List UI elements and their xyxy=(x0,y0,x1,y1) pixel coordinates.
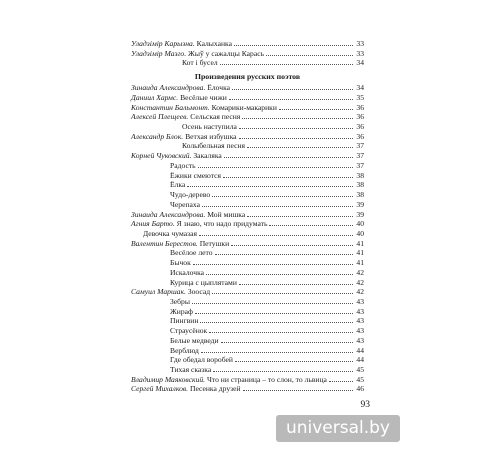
toc-title: Закаляка xyxy=(191,151,222,161)
toc-author: Владимир Маяковский. xyxy=(131,374,206,384)
leader-dots xyxy=(221,336,353,343)
section-title: Произведения русских поэтов xyxy=(194,72,301,82)
leader-dots xyxy=(220,58,353,65)
toc-author: Зинаида Александрова. xyxy=(131,209,206,219)
toc-title: Страусёнок xyxy=(170,326,208,336)
toc-author: Зинаида Александрова. xyxy=(131,83,206,93)
toc-entry xyxy=(131,278,364,288)
leader-dots xyxy=(192,297,353,304)
leader-dots xyxy=(212,287,353,294)
toc-entry xyxy=(131,112,364,122)
leader-dots xyxy=(199,229,353,236)
toc-title: Радость xyxy=(170,160,196,170)
toc-page: 36 xyxy=(356,112,364,122)
toc-title: Комарики-макарики xyxy=(209,102,277,112)
toc-entry xyxy=(131,171,364,181)
leader-dots xyxy=(232,83,353,90)
leader-dots xyxy=(229,93,353,100)
toc-title: Я знаю, что надо придумать xyxy=(174,219,268,229)
leader-dots xyxy=(195,307,353,314)
toc-title: Сельская песня xyxy=(188,112,241,122)
toc-title: Где обедал воробей xyxy=(170,355,233,365)
toc-author: Даниил Хармс. xyxy=(131,92,179,102)
leader-dots xyxy=(198,161,353,168)
toc-title: Зоосад xyxy=(185,287,211,297)
leader-dots xyxy=(231,239,353,246)
toc-title: Жираф xyxy=(170,306,193,316)
toc-title: Тихая сказка xyxy=(170,365,212,374)
watermark: universal.by xyxy=(276,415,400,442)
toc-page: 38 xyxy=(356,190,364,200)
toc-entry xyxy=(131,161,364,171)
toc-page: 44 xyxy=(356,345,364,355)
toc-page: 43 xyxy=(356,326,364,336)
toc-title: Зебры xyxy=(170,296,190,306)
toc-entry xyxy=(131,307,364,317)
toc-page: 41 xyxy=(356,238,364,248)
toc-entry xyxy=(131,132,364,142)
toc-entry xyxy=(131,384,364,394)
toc-page: 36 xyxy=(356,102,364,112)
toc-page: 41 xyxy=(356,258,364,268)
toc-author: Уладзімір Карызна. xyxy=(131,39,195,48)
toc-title: Ёлка xyxy=(170,180,186,190)
toc-page: 39 xyxy=(356,209,364,219)
toc-author: Алексей Плещеев. xyxy=(131,112,189,122)
leader-dots xyxy=(224,151,353,158)
leader-dots xyxy=(242,112,353,119)
toc-entry xyxy=(131,49,364,59)
toc-page: 42 xyxy=(356,267,364,277)
toc-title: Бычок xyxy=(170,258,191,268)
toc-title: Верблюд xyxy=(170,345,199,355)
leader-dots xyxy=(212,190,353,197)
toc-entry xyxy=(131,141,364,151)
toc-author: Корней Чуковский. xyxy=(131,151,192,161)
leader-dots xyxy=(247,210,353,217)
toc-entry xyxy=(131,375,364,385)
leader-dots xyxy=(239,122,353,129)
toc-entry xyxy=(131,297,364,307)
toc-title: Что ни страница – то слон, то львица xyxy=(205,374,327,384)
toc-entry xyxy=(131,355,364,365)
leader-dots xyxy=(201,346,353,353)
toc-page: 33 xyxy=(356,39,364,48)
toc-entry xyxy=(131,210,364,220)
toc-page: 36 xyxy=(356,131,364,141)
toc-entry xyxy=(131,336,364,346)
toc-entry xyxy=(131,287,364,297)
toc-page: 36 xyxy=(356,122,364,132)
toc-page: 43 xyxy=(356,335,364,345)
toc-author: Агния Барто. xyxy=(131,219,175,229)
toc-page: 43 xyxy=(356,296,364,306)
leader-dots xyxy=(234,39,353,46)
toc-page: 37 xyxy=(356,151,364,161)
toc-entry xyxy=(131,229,364,239)
toc-author: Александр Блок. xyxy=(131,131,184,141)
toc-title: Осень наступила xyxy=(182,122,237,132)
leader-dots xyxy=(193,258,353,265)
toc-entry xyxy=(131,200,364,210)
toc-title: Калыханка xyxy=(194,39,232,48)
toc-entry xyxy=(131,151,364,161)
toc-entry xyxy=(131,122,364,132)
toc-title: Ёжики смеются xyxy=(170,170,221,180)
toc-entry xyxy=(131,83,364,93)
toc-entry xyxy=(131,219,364,229)
toc-page: 43 xyxy=(356,316,364,326)
leader-dots xyxy=(200,316,353,323)
toc-entry xyxy=(131,180,364,190)
toc-entry xyxy=(131,258,364,268)
leader-dots xyxy=(209,326,353,333)
toc-entry xyxy=(131,316,364,326)
toc-entry xyxy=(131,190,364,200)
toc-page: 34 xyxy=(356,83,364,93)
toc-author: Сергей Михалков. xyxy=(131,384,189,394)
leader-dots xyxy=(269,219,353,226)
toc-author: Константин Бальмонт. xyxy=(131,102,210,112)
toc-page: 38 xyxy=(356,180,364,190)
leader-dots xyxy=(239,132,353,139)
toc-page: 43 xyxy=(356,306,364,316)
leader-dots xyxy=(223,171,353,178)
toc-page: 35 xyxy=(356,92,364,102)
toc-title: Ёлочка xyxy=(205,83,231,93)
toc-title: Петушки xyxy=(197,238,230,248)
toc-page: 37 xyxy=(356,160,364,170)
leader-dots xyxy=(243,384,353,391)
toc-title: Девочка чумазая xyxy=(143,228,197,238)
toc-title: Весёлые чижи xyxy=(178,92,227,102)
toc-title: Курица с цыплятами xyxy=(170,277,237,287)
leader-dots xyxy=(215,248,354,255)
page-number: 93 xyxy=(360,400,370,410)
toc-title: Чудо-дерево xyxy=(170,190,211,200)
toc-page: 40 xyxy=(356,228,364,238)
leader-dots xyxy=(206,268,353,275)
toc-entry xyxy=(131,103,364,113)
toc-title: Черепаха xyxy=(170,199,200,209)
toc-title: Белые медведи xyxy=(170,335,219,345)
toc-entry xyxy=(131,326,364,336)
leader-dots xyxy=(329,375,353,382)
toc-title: Песенка друзей xyxy=(188,384,241,394)
toc-entry xyxy=(131,346,364,356)
toc-page: 46 xyxy=(356,384,364,394)
leader-dots xyxy=(202,200,353,207)
toc-author: Валентин Берестов. xyxy=(131,238,198,248)
leader-dots xyxy=(235,355,353,362)
toc-title: Кот і бусел xyxy=(182,58,218,68)
toc-title: Пингвин xyxy=(170,316,199,326)
toc-author: Самуил Маршак. xyxy=(131,287,186,297)
toc-page: 44 xyxy=(356,355,364,365)
toc-page: 42 xyxy=(356,277,364,287)
toc-title: Жыў у сажалцы Карась xyxy=(186,48,265,58)
toc-section-russian xyxy=(131,83,364,394)
leader-dots xyxy=(187,180,353,187)
toc-title: Ветхая избушка xyxy=(183,131,237,141)
toc-page: 40 xyxy=(356,219,364,229)
toc-entry xyxy=(131,248,364,258)
leader-dots xyxy=(279,103,353,110)
toc-title: Искалочка xyxy=(170,267,205,277)
toc-entry xyxy=(131,268,364,278)
toc-title: Мой мишка xyxy=(205,209,246,219)
table-of-contents xyxy=(131,39,364,394)
toc-page: 33 xyxy=(356,48,364,58)
toc-entry xyxy=(131,39,364,49)
toc-page: 42 xyxy=(356,287,364,297)
toc-author: Уладзімір Мазго. xyxy=(131,48,187,58)
leader-dots xyxy=(247,141,353,148)
toc-page: 45 xyxy=(356,374,364,384)
toc-page: 41 xyxy=(356,248,364,258)
toc-entry xyxy=(131,365,364,375)
toc-entry xyxy=(131,239,364,249)
toc-page: 34 xyxy=(356,58,364,68)
leader-dots xyxy=(213,365,353,372)
leader-dots xyxy=(266,49,353,56)
toc-entry xyxy=(131,58,364,68)
toc-page: 39 xyxy=(356,199,364,209)
toc-page: 37 xyxy=(356,141,364,151)
toc-page: 38 xyxy=(356,170,364,180)
toc-entry xyxy=(131,93,364,103)
leader-dots xyxy=(239,278,353,285)
toc-title: Весёлое лето xyxy=(170,248,213,258)
toc-page: 45 xyxy=(356,365,364,374)
toc-title: Колыбельная песня xyxy=(182,141,246,151)
